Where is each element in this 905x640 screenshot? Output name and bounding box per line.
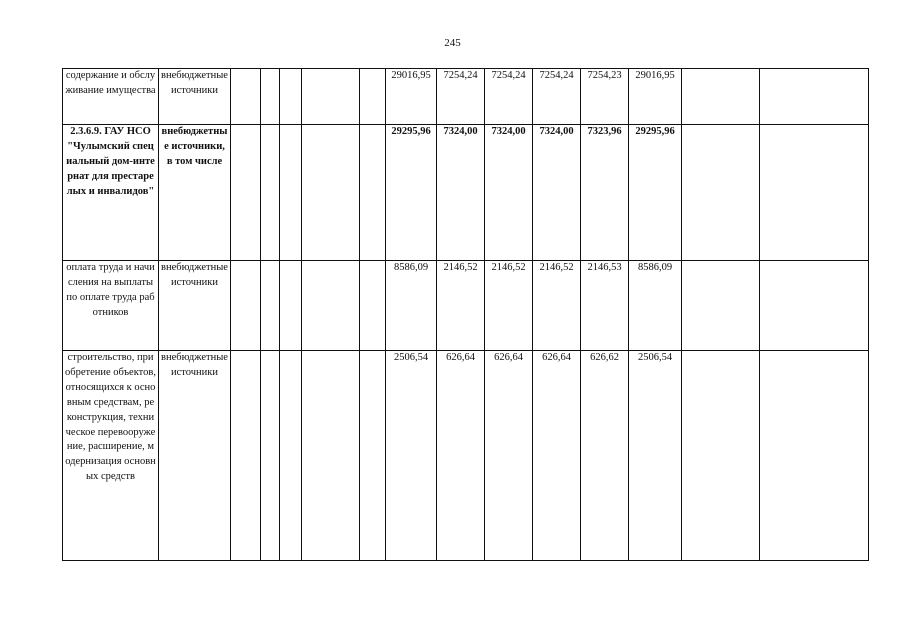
year-value: 7324,00 [485,125,533,261]
empty-cell [760,69,869,125]
row-name: 2.3.6.9. ГАУ НСО "Чулымский специальный дом-интернат для престарелых и инвалидов" [63,125,159,261]
empty-cell [280,125,302,261]
empty-cell [760,261,869,351]
table-row [63,69,869,125]
empty-cell [231,69,261,125]
year-value: 7254,24 [485,69,533,125]
empty-cell [261,69,280,125]
total-value: 2506,54 [386,351,437,561]
year-value: 626,64 [485,351,533,561]
page-number: 245 [444,37,461,49]
empty-cell [682,125,760,261]
table-row [63,261,869,351]
total-value: 29295,96 [386,125,437,261]
total-value: 29295,96 [629,125,682,261]
year-value: 7254,24 [437,69,485,125]
empty-cell [760,125,869,261]
year-value: 7324,00 [533,125,581,261]
empty-cell [280,351,302,561]
empty-cell [231,261,261,351]
empty-cell [261,125,280,261]
empty-cell [360,69,386,125]
total-value: 29016,95 [386,69,437,125]
empty-cell [302,261,360,351]
empty-cell [760,351,869,561]
year-value: 2146,52 [437,261,485,351]
empty-cell [360,351,386,561]
empty-cell [302,351,360,561]
empty-cell [231,125,261,261]
funding-source: внебюджетные источники [159,69,231,125]
empty-cell [231,351,261,561]
empty-cell [682,261,760,351]
table-row [63,351,869,561]
year-value: 626,62 [581,351,629,561]
row-name: строительство, приобретение объектов, относящихся к основным средствам, реконструкция, техническое перевооружение, расширение, модернизация основных средств [63,351,159,561]
empty-cell [302,125,360,261]
year-value: 626,64 [533,351,581,561]
row-name: оплата труда и начисления на выплаты по оплате труда работников [63,261,159,351]
row-name: содержание и обслуживание имущества [63,69,159,125]
year-value: 7323,96 [581,125,629,261]
funding-source: внебюджетные источники [159,261,231,351]
empty-cell [280,69,302,125]
total-value: 29016,95 [629,69,682,125]
empty-cell [261,261,280,351]
empty-cell [360,261,386,351]
funding-source: внебюджетные источники [159,351,231,561]
year-value: 626,64 [437,351,485,561]
year-value: 7254,23 [581,69,629,125]
empty-cell [302,69,360,125]
table-row [63,125,869,261]
funding-source: внебюджетные источники, в том числе [159,125,231,261]
empty-cell [682,351,760,561]
total-value: 8586,09 [629,261,682,351]
empty-cell [360,125,386,261]
empty-cell [280,261,302,351]
empty-cell [261,351,280,561]
empty-cell [682,69,760,125]
total-value: 8586,09 [386,261,437,351]
year-value: 7324,00 [437,125,485,261]
budget-table [62,68,869,561]
year-value: 2146,52 [533,261,581,351]
year-value: 2146,53 [581,261,629,351]
total-value: 2506,54 [629,351,682,561]
year-value: 2146,52 [485,261,533,351]
year-value: 7254,24 [533,69,581,125]
